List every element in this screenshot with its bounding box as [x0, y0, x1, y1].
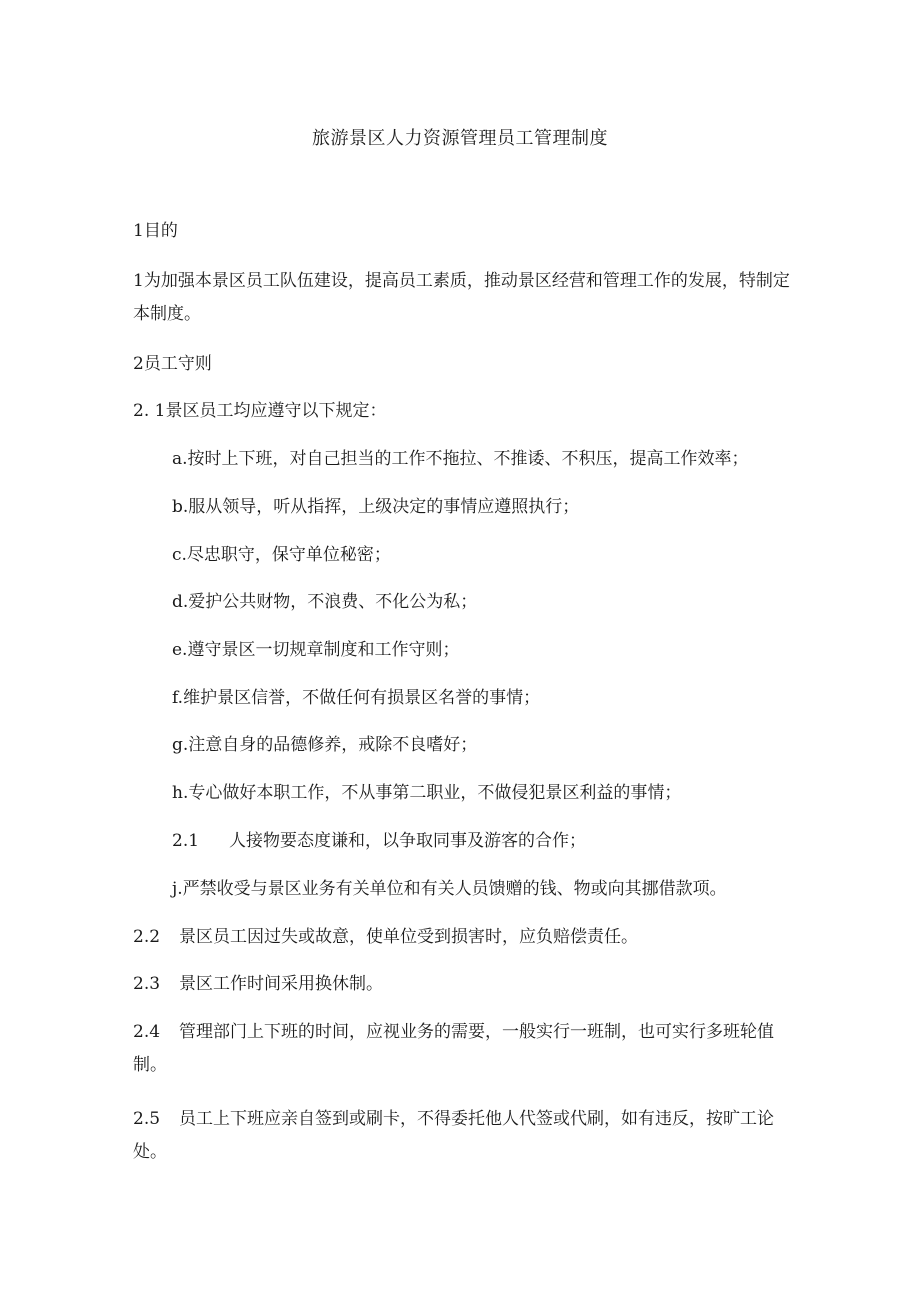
rule-item-i-number: 2.1 [172, 831, 200, 851]
rule-item-h: h.专心做好本职工作，不从事第二职业，不做侵犯景区利益的事情； [172, 783, 682, 803]
section-2-3 [133, 972, 383, 996]
section-1-paragraph: 1为加强本景区员工队伍建设，提高员工素质，推动景区经营和管理工作的发展，特制定本制度。 [133, 271, 790, 324]
section-2-3-number: 2.3 [133, 974, 161, 994]
rule-item-c: c.尽忠职守，保守单位秘密； [172, 545, 391, 565]
section-2-5-number: 2.5 [133, 1109, 161, 1129]
section-2-heading: 2员工守则 [133, 354, 212, 374]
rule-item-d: d.爱护公共财物，不浪费、不化公为私； [172, 592, 478, 612]
document-title: 旅游景区人力资源管理员工管理制度 [312, 128, 608, 149]
section-2-4 [133, 1016, 793, 1082]
rule-item-g: g.注意自身的品德修养，戒除不良嗜好； [172, 735, 478, 755]
section-2-4-number: 2.4 [133, 1022, 161, 1042]
rule-item-j: j.严禁收受与景区业务有关单位和有关人员馈赠的钱、物或向其挪借款项。 [172, 879, 727, 899]
rule-item-i-text: 人接物要态度谦和，以争取同事及游客的合作； [229, 831, 586, 851]
rule-item-b: b.服从领导，听从指挥，上级决定的事情应遵照执行； [172, 497, 580, 517]
section-2-1-heading: 2. 1景区员工均应遵守以下规定： [133, 401, 387, 421]
section-2-2-text: 景区员工因过失或故意，使单位受到损害时，应负赔偿责任。 [179, 927, 638, 947]
section-2-2 [133, 925, 638, 949]
section-2-4-text: 管理部门上下班的时间，应视业务的需要，一般实行一班制，也可实行多班轮值制。 [133, 1022, 774, 1075]
section-1-heading: 1目的 [133, 221, 178, 241]
rule-item-a: a.按时上下班，对自己担当的工作不拖拉、不推诿、不积压，提高工作效率； [172, 449, 749, 469]
section-2-3-text: 景区工作时间采用换休制。 [179, 974, 383, 994]
section-2-2-number: 2.2 [133, 927, 161, 947]
rule-item-e: e.遵守景区一切规章制度和工作守则； [172, 640, 460, 660]
rule-item-i [172, 829, 586, 853]
section-2-5 [133, 1103, 793, 1169]
rule-item-f: f.维护景区信誉，不做任何有损景区名誉的事情； [172, 688, 541, 708]
section-2-5-text: 员工上下班应亲自签到或刷卡，不得委托他人代签或代刷，如有违反，按旷工论处。 [133, 1109, 774, 1162]
